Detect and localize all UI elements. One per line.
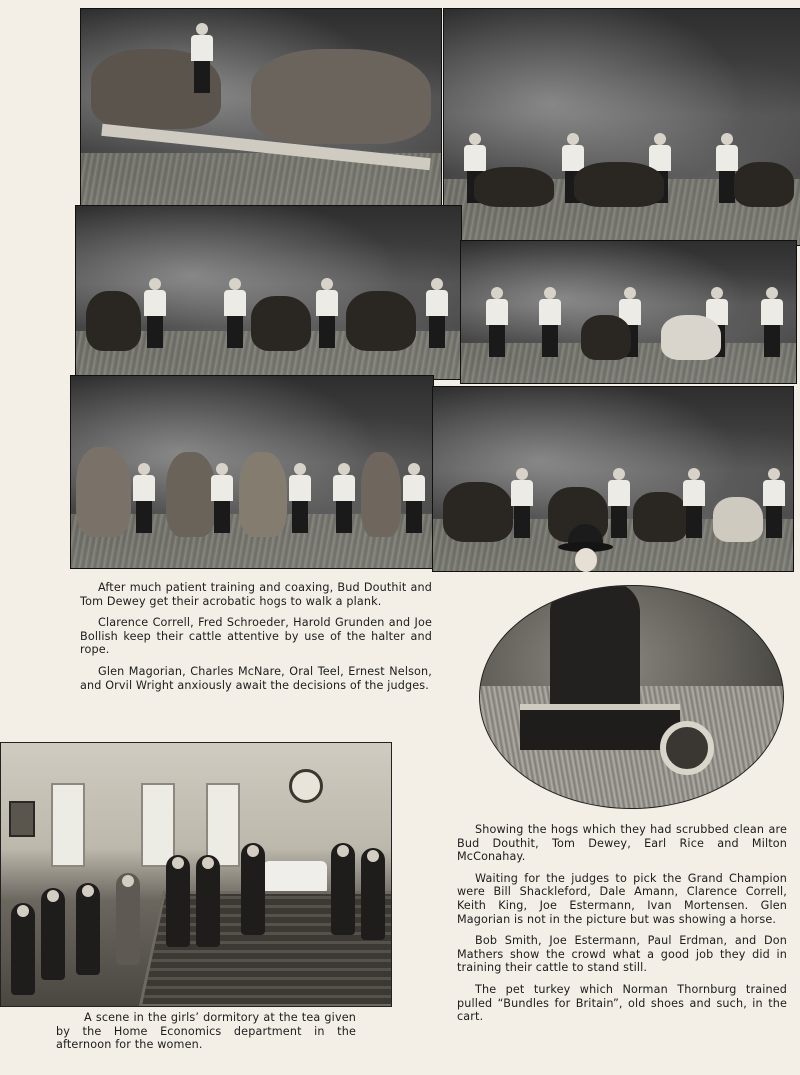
caption-cattle-still: Bob Smith, Joe Estermann, Paul Erdman, and Don Mathers show the crowd what a good job they did in training their cattle to stand still.: [457, 934, 787, 975]
caption-hogs-scrubbed: Showing the hogs which they had scrubbed clean are Bud Douthit, Tom Dewey, Earl Rice and Milton McConahay.: [457, 823, 787, 864]
caption-livestock: [80, 581, 432, 700]
caption-cattle-halter: Clarence Correll, Fred Schroeder, Harold Grunden and Joe Bollish keep their cattle attentive by use of the halter and rope.: [80, 616, 432, 657]
caption-turkey-cart: The pet turkey which Norman Thornburg trained pulled “Bundles for Britain”, old shoes and such, in the cart.: [457, 982, 787, 1024]
boy-hat-cutout: [558, 520, 613, 560]
photo-steers: [432, 386, 794, 572]
photo-girls-dormitory: [0, 742, 392, 1007]
photo-cattle-halter: [75, 205, 462, 380]
caption-horses-judges: Glen Magorian, Charles McNare, Oral Teel, Ernest Nelson, and Orvil Wright anxiously await the decisions of the judges.: [80, 664, 432, 692]
photo-hogs-pen: [443, 8, 800, 246]
caption-dormitory: [56, 1011, 356, 1060]
caption-grand-champion: Waiting for the judges to pick the Grand Champion were Bill Shackleford, Dale Amann, Clarence Correll, Keith King, Joe Estermann, Ivan Mortensen. Glen Magorian is not in the picture but was showing a horse.: [457, 871, 787, 926]
caption-dormitory-text: A scene in the girls’ dormitory at the tea given by the Home Economics department in the afternoon for the women.: [56, 1011, 356, 1052]
photo-turkey-cart: [479, 585, 784, 809]
photo-cattle-line: [460, 240, 797, 384]
caption-right-column: [457, 823, 787, 1032]
caption-hogs-plank: After much patient training and coaxing, Bud Douthit and Tom Dewey get their acrobatic hogs to walk a plank.: [80, 581, 432, 608]
photo-hogs-plank: [80, 8, 442, 210]
photo-horses: [70, 375, 434, 569]
